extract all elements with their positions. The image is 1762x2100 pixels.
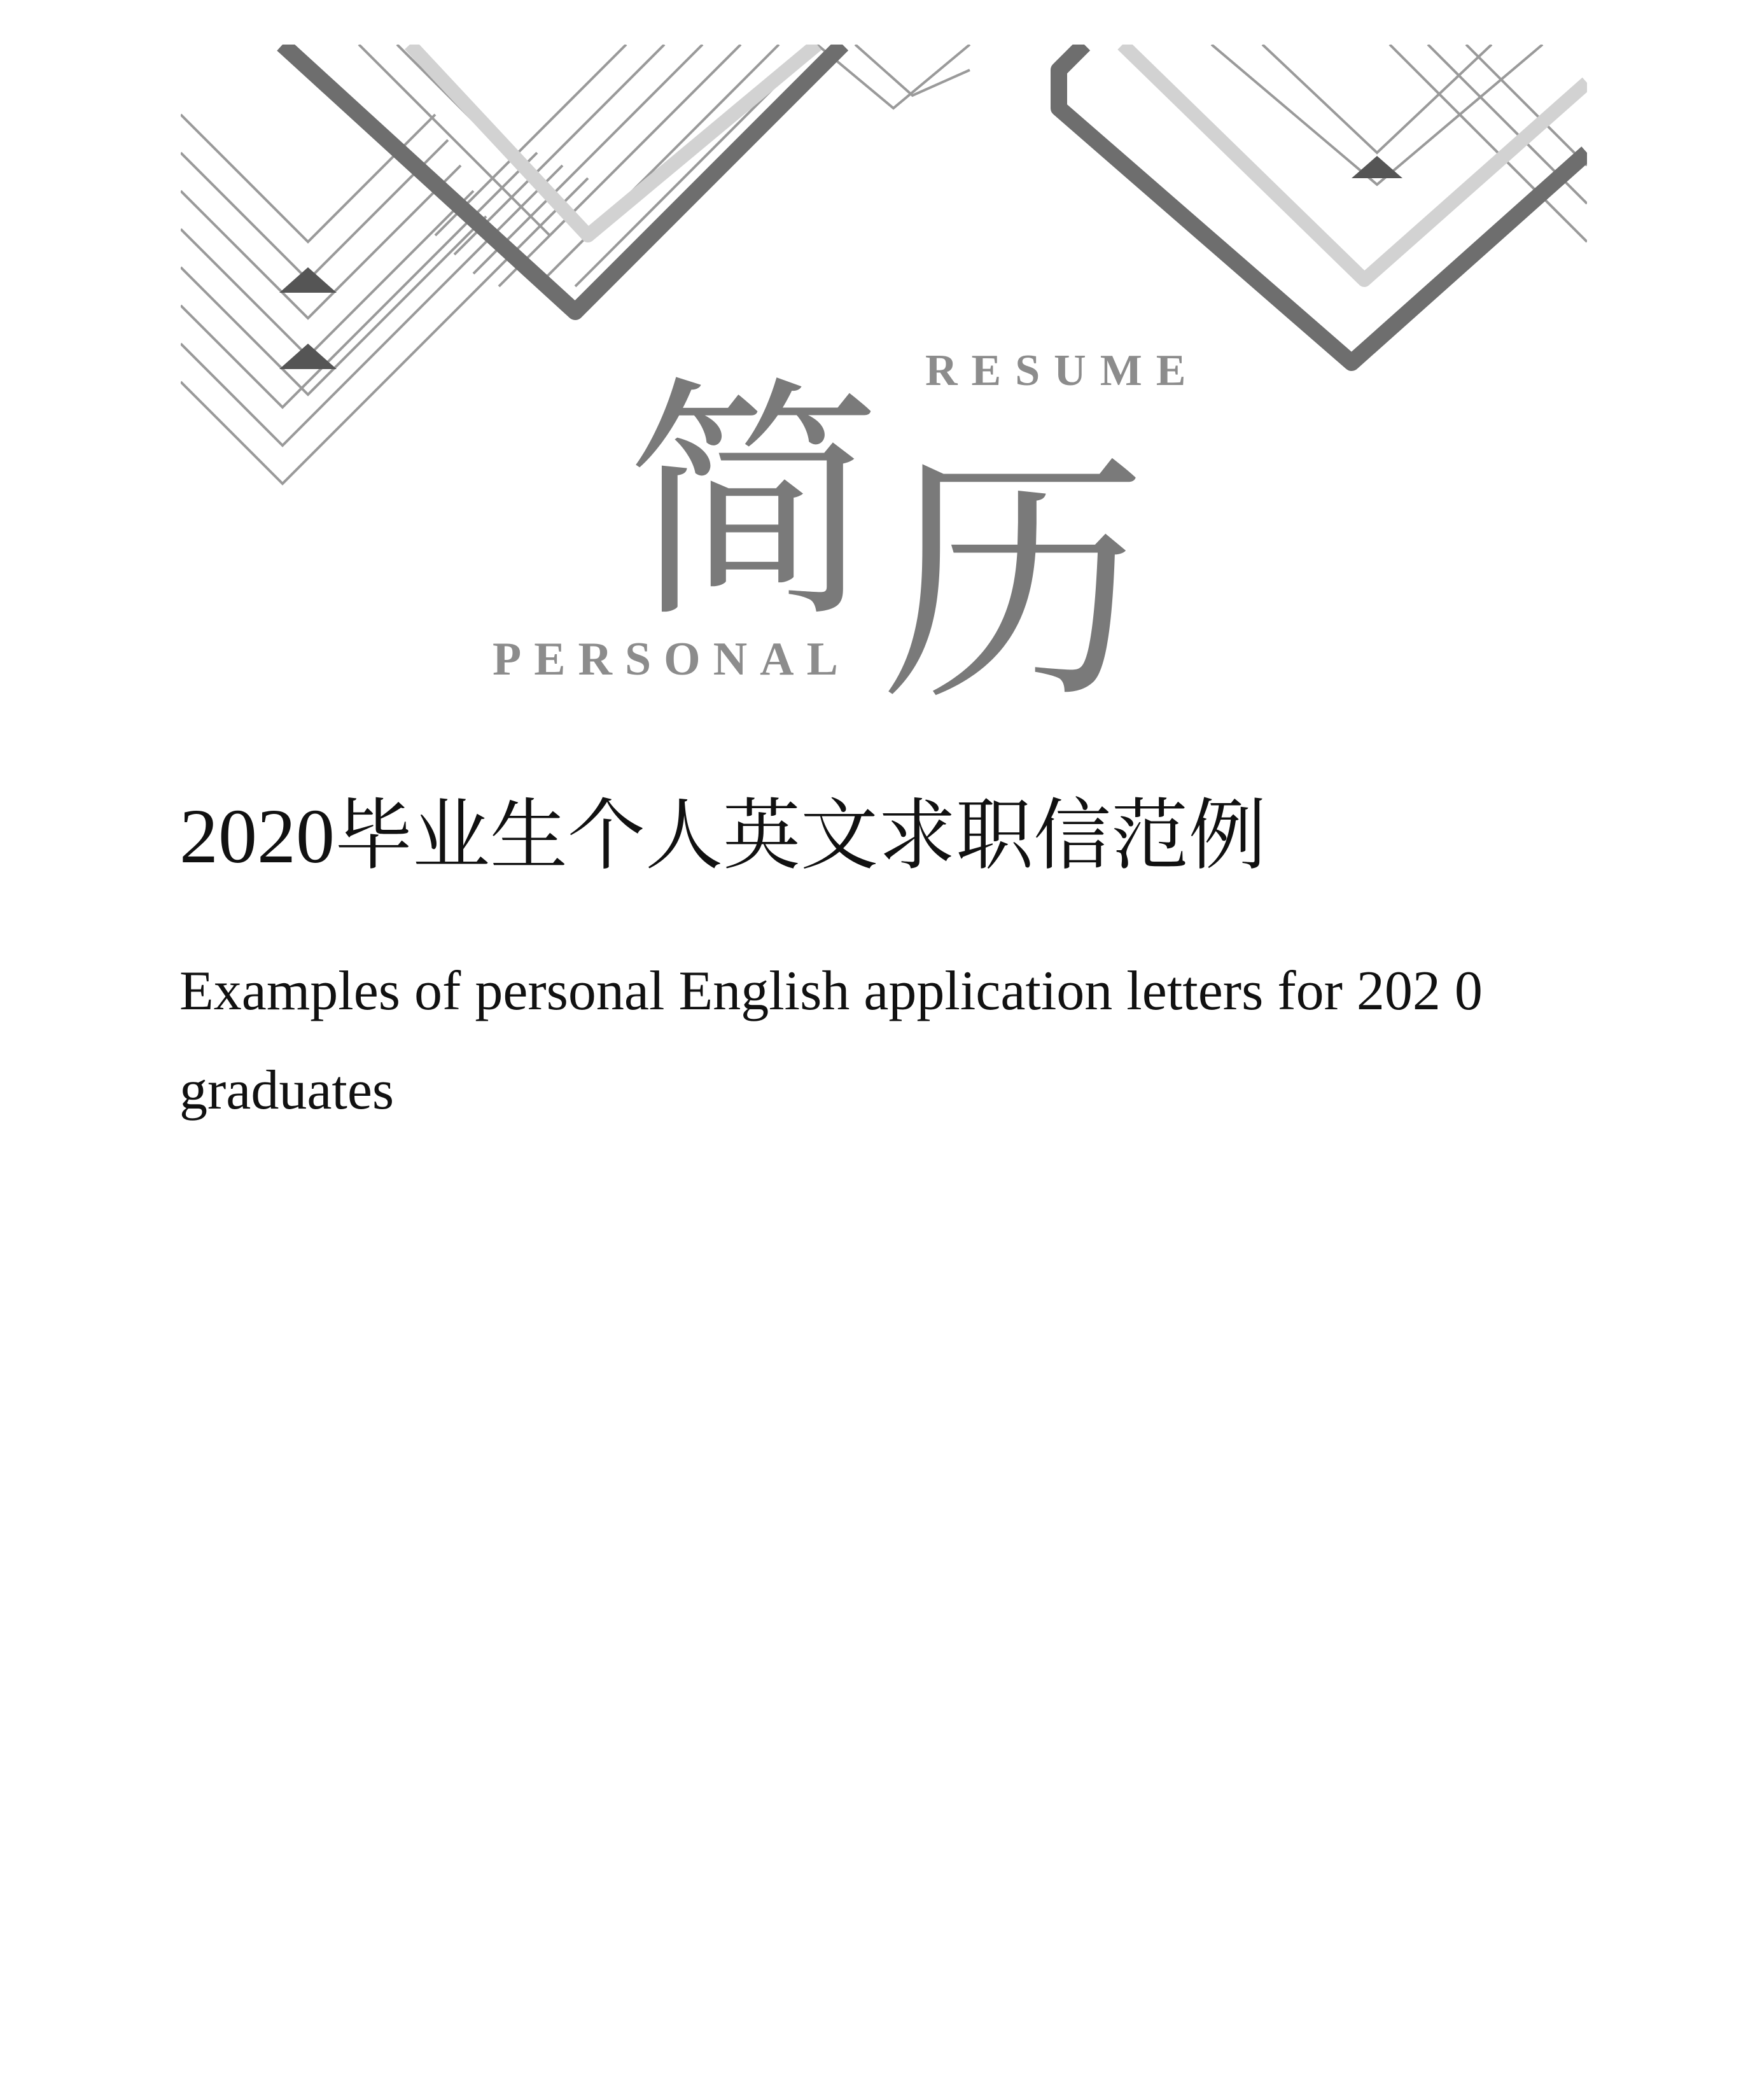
wordmark-personal: PERSONAL (493, 633, 851, 685)
wordmark-cn-li: 历 (881, 427, 1148, 700)
wordmark-resume: RESUME (925, 346, 1200, 395)
wordmark-cn-jian: 简 (626, 356, 881, 652)
document-subtitle: Examples of personal English application letters for 202 0 graduates (179, 960, 1483, 1121)
dark-chevron-bands (283, 45, 1587, 363)
document-title: 2020毕业生个人英文求职信范例 (179, 794, 1266, 879)
resume-banner-logo (181, 45, 1587, 700)
resume-banner-graphic (181, 45, 1587, 700)
